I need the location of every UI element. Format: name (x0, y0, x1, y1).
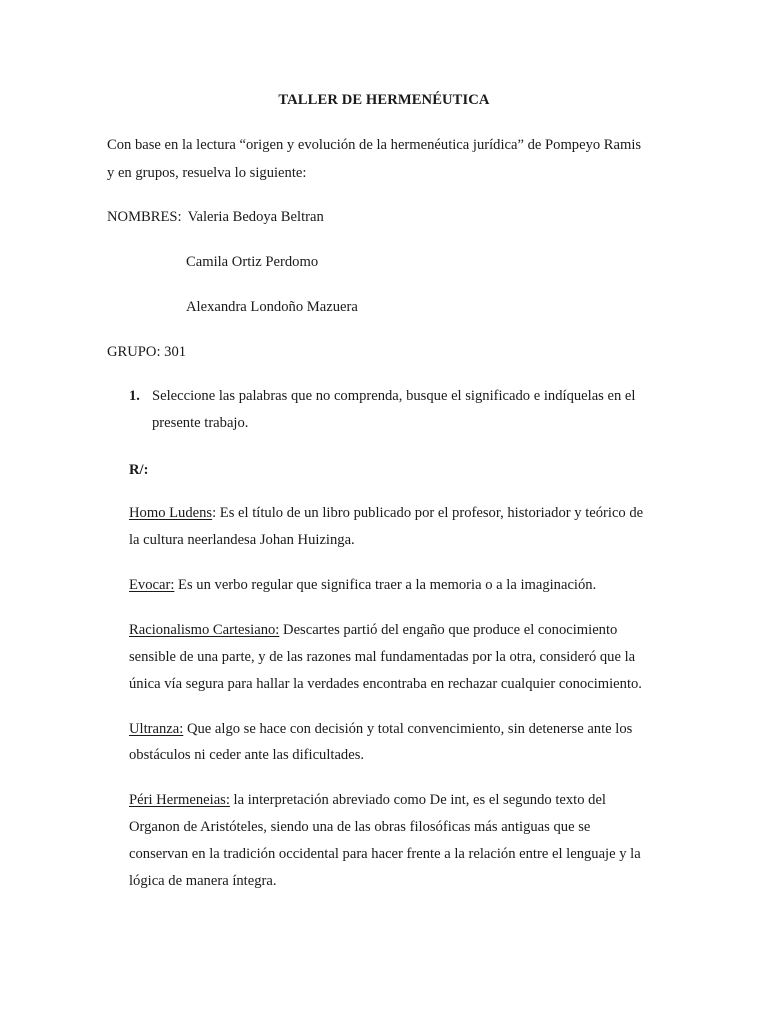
term-racionalismo-cartesiano: Racionalismo Cartesiano: (129, 622, 280, 638)
term-ultranza: Ultranza: (129, 721, 184, 737)
definition-text: conservan en la tradición occidental para hacer frente a la relación entre el lenguaje y la (129, 846, 641, 862)
names-row (107, 208, 324, 226)
term-homo-ludens: Homo Ludens (129, 505, 213, 521)
definition-peri-hermeneias (129, 791, 606, 809)
intro-line-1: Con base en la lectura “origen y evolución de la hermenéutica jurídica” de Pompeyo Ramis (107, 137, 642, 153)
definition-text: la interpretación abreviado como De int, es el segundo texto del (229, 792, 606, 808)
term-peri-hermeneias: Péri Hermeneias: (129, 792, 230, 808)
name-2: Camila Ortiz Perdomo (186, 254, 319, 270)
definition-text: obstáculos ni ceder ante las dificultades. (129, 747, 365, 763)
definition-text: Descartes partió del engaño que produce el conocimiento (279, 622, 618, 638)
name-1: Valeria Bedoya Beltran (187, 209, 324, 225)
names-label: NOMBRES: (107, 209, 182, 225)
question-line-2: presente trabajo. (152, 415, 249, 431)
group-label: GRUPO: 301 (107, 344, 187, 360)
answer-label: R/: (129, 462, 149, 478)
definition-text: única vía segura para hallar la verdades encontraba en rechazar cualquier conocimiento. (129, 676, 642, 692)
document-title: TALLER DE HERMENÉUTICA (278, 92, 490, 108)
question-line-1: Seleccione las palabras que no comprenda, busque el significado e indíquelas en el (152, 388, 636, 404)
term-evocar: Evocar: (129, 577, 175, 593)
definition-ultranza (129, 720, 632, 738)
definition-text: sensible de una parte, y de las razones mal fundamentadas por la otra, consideró que la (129, 649, 636, 665)
definition-evocar (129, 576, 596, 594)
definition-text: lógica de manera íntegra. (129, 873, 277, 889)
definition-text: : Es el título de un libro publicado por el profesor, historiador y teórico de (212, 505, 644, 521)
definition-racionalismo (129, 621, 617, 639)
definition-text: Que algo se hace con decisión y total convencimiento, sin detenerse ante los (183, 721, 633, 737)
intro-line-2: y en grupos, resuelva lo siguiente: (107, 165, 307, 181)
definition-text: Organon de Aristóteles, siendo una de las obras filosóficas más antiguas que se (129, 819, 591, 835)
definition-text: la cultura neerlandesa Johan Huizinga. (129, 532, 355, 548)
name-3: Alexandra Londoño Mazuera (186, 299, 358, 315)
definition-text: Es un verbo regular que significa traer a la memoria o a la imaginación. (174, 577, 597, 593)
question-number: 1. (129, 388, 140, 404)
definition-homo-ludens (129, 504, 643, 522)
